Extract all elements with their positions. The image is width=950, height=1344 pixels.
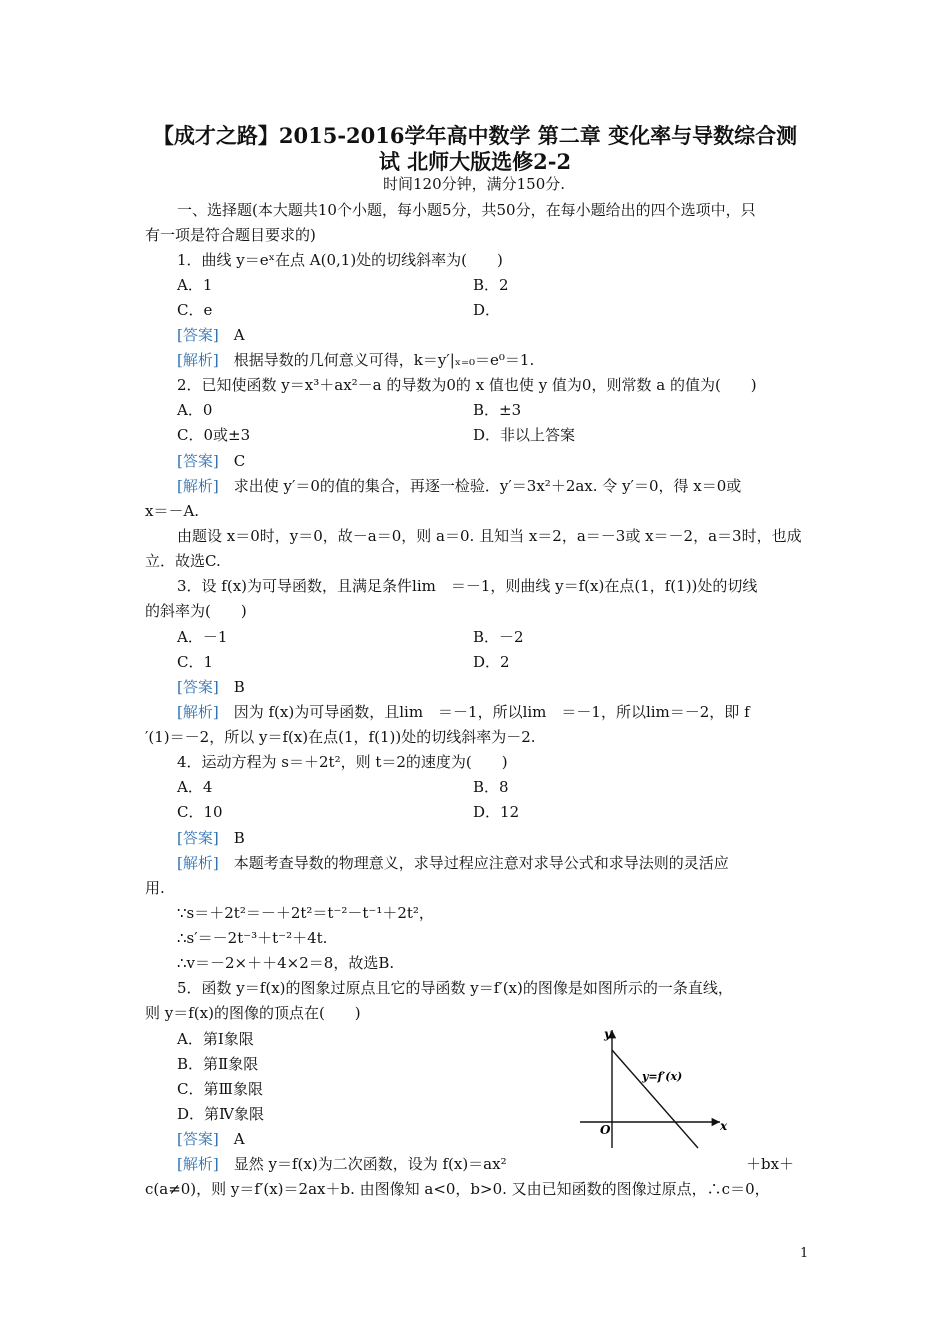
q1-option-d: D． — [473, 301, 501, 319]
answer-tag: [答案] — [177, 1130, 219, 1148]
q2-analysis-line-4: 立．故选C. — [145, 552, 221, 570]
q2-option-c: C．0或±3 — [177, 426, 251, 444]
analysis-tag: [解析] — [177, 1155, 219, 1173]
answer-value: C — [233, 452, 246, 470]
q2-answer — [177, 451, 245, 471]
answer-tag: [答案] — [177, 829, 219, 847]
q1-option-b: B．2 — [473, 276, 509, 294]
answer-value: A — [233, 326, 245, 344]
q5-analysis-tail: ＋bx＋ — [746, 1155, 795, 1173]
q2-stem: 2．已知使函数 y＝x³＋ax²－a 的导数为0的 x 值也使 y 值为0，则常数 a 的值为( ) — [177, 376, 757, 394]
q4-step-1: ∵s＝＋2t²＝－＋2t²＝t⁻²－t⁻¹＋2t²， — [177, 904, 434, 922]
page-title-line-2: 试 北师大版选修2-2 — [378, 149, 572, 174]
x-axis-label: x — [720, 1119, 728, 1133]
q3-option-b: B．－2 — [473, 628, 524, 646]
q4-answer — [177, 828, 245, 848]
answer-value: B — [233, 829, 245, 847]
q1-option-a: A．1 — [177, 276, 213, 294]
q4-stem: 4．运动方程为 s＝＋2t²，则 t＝2的速度为( ) — [177, 753, 508, 771]
analysis-tag: [解析] — [177, 854, 219, 872]
q2-analysis — [177, 476, 741, 496]
q2-analysis-line-2: x＝－A. — [145, 502, 200, 520]
q4-analysis — [177, 853, 729, 873]
analysis-tag: [解析] — [177, 477, 219, 495]
answer-tag: [答案] — [177, 326, 219, 344]
answer-tag: [答案] — [177, 678, 219, 696]
q2-option-b: B．±3 — [473, 401, 522, 419]
section-heading-line-1: 一、选择题(本大题共10个小题，每小题5分，共50分，在每小题给出的四个选项中，只 — [177, 201, 756, 219]
analysis-text: 本题考查导数的物理意义，求导过程应注意对求导公式和求导法则的灵活应 — [233, 854, 729, 872]
derivative-line-figure — [570, 1020, 740, 1150]
q5-option-a: A．第Ⅰ象限 — [177, 1030, 254, 1048]
q4-option-d: D．12 — [473, 803, 520, 821]
q4-step-2: ∴s′＝－2t⁻³＋t⁻²＋4t. — [177, 929, 328, 947]
q5-analysis — [177, 1154, 507, 1174]
q3-option-a: A．－1 — [177, 628, 228, 646]
q2-option-a: A．0 — [177, 401, 213, 419]
q4-option-b: B．8 — [473, 778, 509, 796]
q3-option-d: D．2 — [473, 653, 510, 671]
q5-analysis-line-2: c(a≠0)，则 y＝f′(x)＝2ax＋b. 由图像知 a<0，b>0. 又由已知函数的图像过原点，∴c＝0， — [145, 1180, 770, 1198]
analysis-tag: [解析] — [177, 703, 219, 721]
q3-analysis — [177, 702, 750, 722]
q5-option-b: B．第Ⅱ象限 — [177, 1055, 259, 1073]
answer-value: A — [233, 1130, 245, 1148]
q4-option-a: A．4 — [177, 778, 213, 796]
page-number: 1 — [800, 1246, 809, 1261]
curve-label: y=f′(x) — [642, 1070, 683, 1083]
analysis-text: 求出使 y′＝0的值的集合，再逐一检验．y′＝3x²＋2ax. 令 y′＝0，得 x＝0或 — [233, 477, 742, 495]
q3-stem-line-2: 的斜率为( ) — [145, 602, 247, 620]
q3-answer — [177, 677, 245, 697]
analysis-text: 因为 f(x)为可导函数，且lim ＝－1，所以lim ＝－1，所以lim＝－2，即 f — [233, 703, 750, 721]
q5-answer — [177, 1129, 245, 1149]
answer-tag: [答案] — [177, 452, 219, 470]
q3-stem-line-1: 3．设 f(x)为可导函数，且满足条件lim ＝－1，则曲线 y＝f(x)在点(1，f(1))处的切线 — [177, 577, 758, 595]
derivative-line — [612, 1050, 698, 1148]
q4-analysis-line-2: 用. — [145, 879, 165, 897]
q2-analysis-line-3: 由题设 x＝0时，y＝0，故－a＝0，则 a＝0. 且知当 x＝2，a＝－3或 x＝－2，a＝3时，也成 — [177, 527, 802, 545]
q1-answer — [177, 325, 245, 345]
y-axis-label: y — [604, 1027, 611, 1041]
q4-option-c: C．10 — [177, 803, 223, 821]
origin-label: O — [600, 1123, 611, 1137]
analysis-text: 显然 y＝f(x)为二次函数，设为 f(x)＝ax² — [233, 1155, 507, 1173]
q2-option-d: D．非以上答案 — [473, 426, 576, 444]
q3-option-c: C．1 — [177, 653, 214, 671]
q1-stem: 1．曲线 y＝eˣ在点 A(0,1)处的切线斜率为( ) — [177, 251, 503, 269]
q5-option-d: D．第Ⅳ象限 — [177, 1105, 265, 1123]
answer-value: B — [233, 678, 245, 696]
analysis-tag: [解析] — [177, 351, 219, 369]
exam-info: 时间120分钟，满分150分. — [383, 175, 566, 193]
analysis-text: 根据导数的几何意义可得，k＝y′|ₓ₌₀＝e⁰＝1. — [233, 351, 535, 369]
q5-stem-line-1: 5．函数 y＝f(x)的图象过原点且它的导函数 y＝f′(x)的图像是如图所示的一条直线， — [177, 979, 733, 997]
page-title-line-1: 【成才之路】2015-2016学年高中数学 第二章 变化率与导数综合测 — [152, 123, 798, 148]
q1-option-c: C．e — [177, 301, 213, 319]
q3-analysis-line-2: ′(1)＝－2，所以 y＝f(x)在点(1，f(1))处的切线斜率为－2. — [145, 728, 536, 746]
section-heading-line-2: 有一项是符合题目要求的) — [145, 226, 316, 244]
q1-analysis — [177, 350, 534, 370]
q5-option-c: C．第Ⅲ象限 — [177, 1080, 263, 1098]
q4-step-3: ∴v＝－2×＋＋4×2＝8，故选B. — [177, 954, 395, 972]
q5-stem-line-2: 则 y＝f(x)的图像的顶点在( ) — [145, 1004, 361, 1022]
